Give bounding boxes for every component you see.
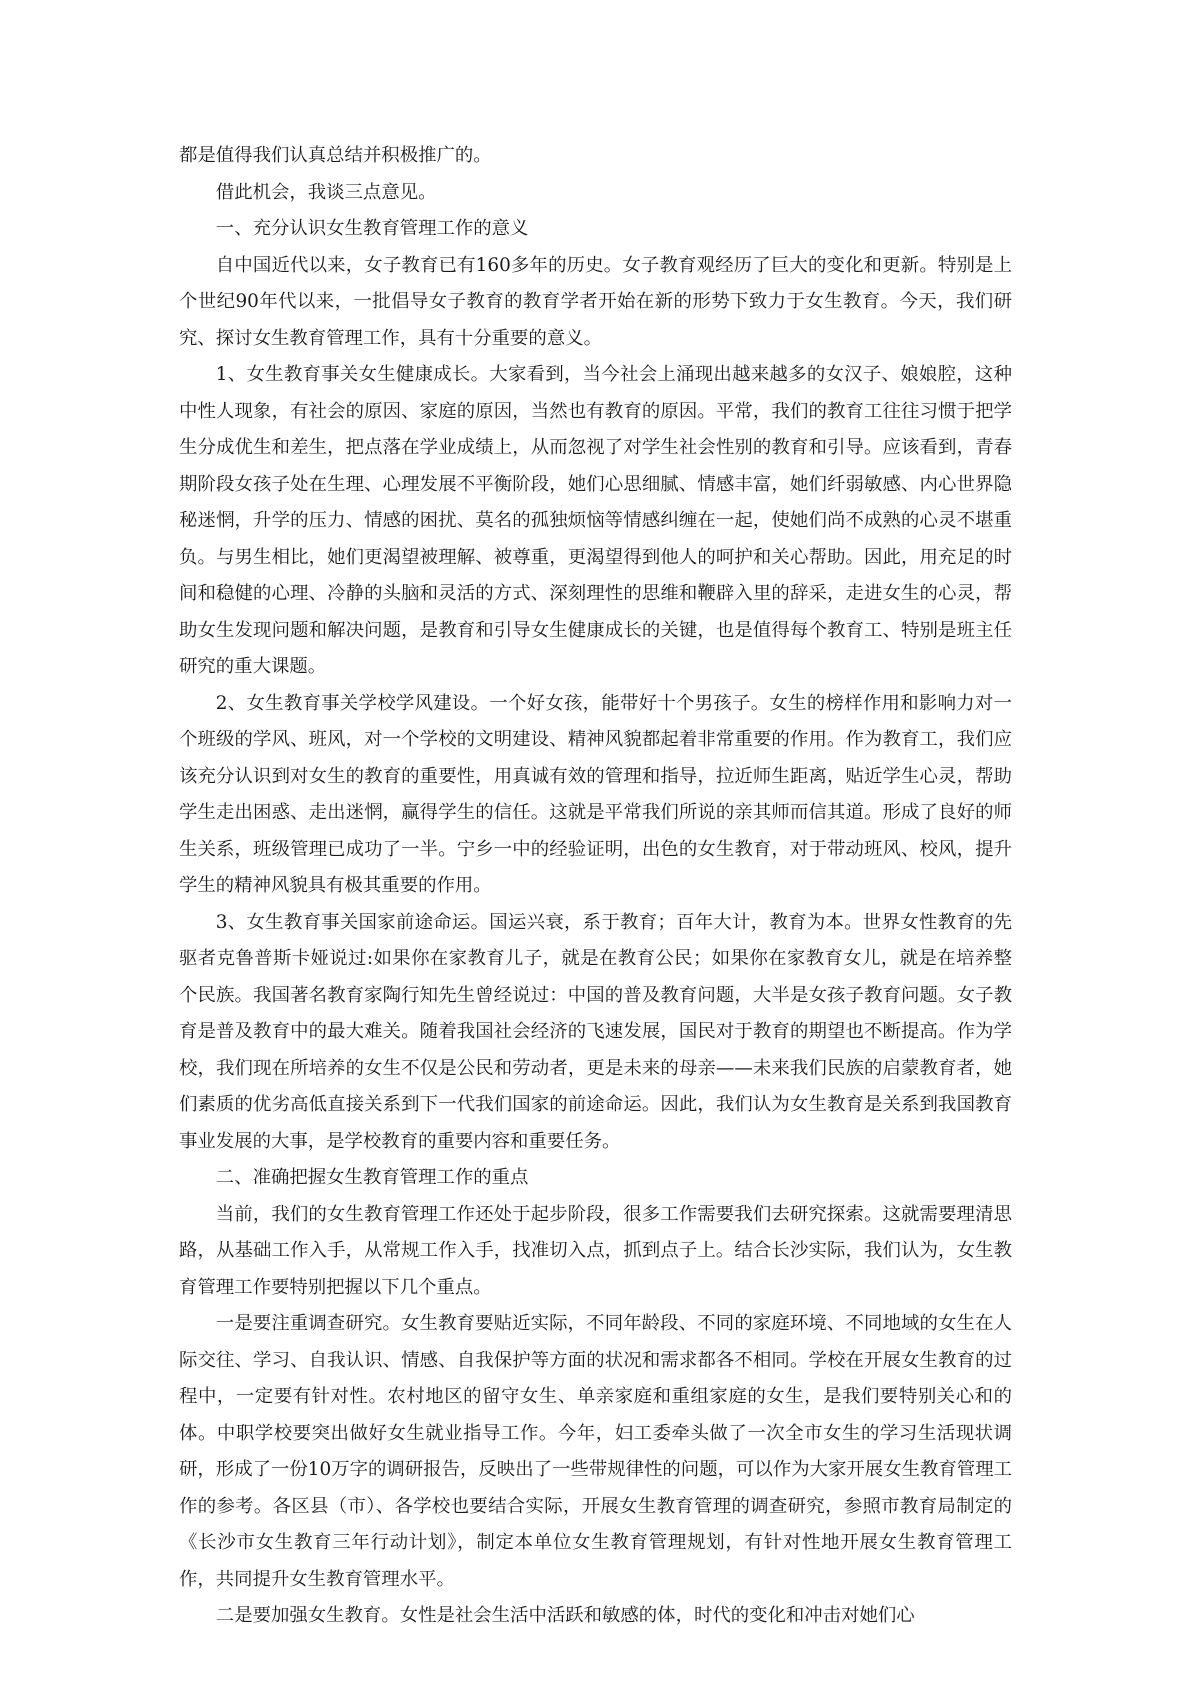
paragraph: 1、女生教育事关女生健康成长。大家看到，当今社会上涌现出越来越多的女汉子、娘娘腔，这种中性人现象，有社会的原因、家庭的原因，当然也有教育的原因。平常，我们的教育工往往习惯于把学生分成优生和差生，把点落在学业成绩上，从而忽视了对学生社会性别的教育和引导。应该看到，青春期阶段女孩子处在生理、心理发展不平衡阶段，她们心思细腻、情感丰富，她们纤弱敏感、内心世界隐秘迷惘，升学的压力、情感的困扰、莫名的孤独烦恼等情感纠缠在一起，使她们尚不成熟的心灵不堪重负。与男生相比，她们更渴望被理解、被尊重，更渴望得到他人的呵护和关心帮助。因此，用充足的时间和稳健的心理、冷静的头脑和灵活的方式、深刻理性的思维和鞭辟入里的辞采，走进女生的心灵，帮助女生发现问题和解决问题，是教育和引导女生健康成长的关键，也是值得每个教育工、特别是班主任研究的重大课题。 [179,364,1012,677]
paragraph: 二是要加强女生教育。女性是社会生活中活跃和敏感的体，时代的变化和冲击对她们心 [215,1605,915,1626]
section-heading: 二、准确把握女生教育管理工作的重点 [215,1167,529,1188]
paragraph: 3、女生教育事关国家前途命运。国运兴衰，系于教育；百年大计，教育为本。世界女性教育的先驱者克鲁普斯卡娅说过:如果你在家教育儿子，就是在教育公民；如果你在家教育女儿，就是在培养整个民族。我国著名教育家陶行知先生曾经说过：中国的普及教育问题，大半是女孩子教育问题。女子教育是普及教育中的最大难关。随着我国社会经济的飞速发展，国民对于教育的期望也不断提高。作为学校，我们现在所培养的女生不仅是公民和劳动者，更是未来的母亲——未来我们民族的启蒙教育者，她们素质的优劣高低直接关系到下一代我们国家的前途命运。因此，我们认为女生教育是关系到我国教育事业发展的大事，是学校教育的重要内容和重要任务。 [179,911,1012,1152]
paragraph: 都是值得我们认真总结并积极推广的。 [179,145,492,166]
paragraph: 2、女生教育事关学校学风建设。一个好女孩，能带好十个男孩子。女生的榜样作用和影响力对一个班级的学风、班风，对一个学校的文明建设、精神风貌都起着非常重要的作用。作为教育工，我们应该充分认识到对女生的教育的重要性，用真诚有效的管理和指导，拉近师生距离，贴近学生心灵，帮助学生走出困惑、走出迷惘，赢得学生的信任。这就是平常我们所说的亲其师而信其道。形成了良好的师生关系，班级管理已成功了一半。宁乡一中的经验证明，出色的女生教育，对于带动班风、校风，提升学生的精神风貌具有极其重要的作用。 [179,692,1012,896]
section-heading: 一、充分认识女生教育管理工作的意义 [215,218,529,239]
document-body [179,138,1012,1635]
paragraph: 当前，我们的女生教育管理工作还处于起步阶段，很多工作需要我们去研究探索。这就需要理清思路，从基础工作入手，从常规工作入手，找准切入点，抓到点子上。结合长沙实际，我们认为，女生教育管理工作要特别把握以下几个重点。 [179,1203,1012,1298]
paragraph: 一是要注重调查研究。女生教育要贴近实际，不同年龄段、不同的家庭环境、不同地域的女生在人际交往、学习、自我认识、情感、自我保护等方面的状况和需求都各不相同。学校在开展女生教育的过程中，一定要有针对性。农村地区的留守女生、单亲家庭和重组家庭的女生，是我们要特别关心和的体。中职学校要突出做好女生就业指导工作。今年，妇工委牵头做了一次全市女生的学习生活现状调研，形成了一份10万字的调研报告，反映出了一些带规律性的问题，可以作为大家开展女生教育管理工作的参考。各区县（市）、各学校也要结合实际，开展女生教育管理的调查研究，参照市教育局制定的《长沙市女生教育三年行动计划》，制定本单位女生教育管理规划，有针对性地开展女生教育管理工作，共同提升女生教育管理水平。 [179,1313,1012,1590]
paragraph: 自中国近代以来，女子教育已有160多年的历史。女子教育观经历了巨大的变化和更新。特别是上个世纪90年代以来，一批倡导女子教育的教育学者开始在新的形势下致力于女生教育。今天，我们研究、探讨女生教育管理工作，具有十分重要的意义。 [179,254,1012,349]
paragraph: 借此机会，我谈三点意见。 [215,181,437,203]
